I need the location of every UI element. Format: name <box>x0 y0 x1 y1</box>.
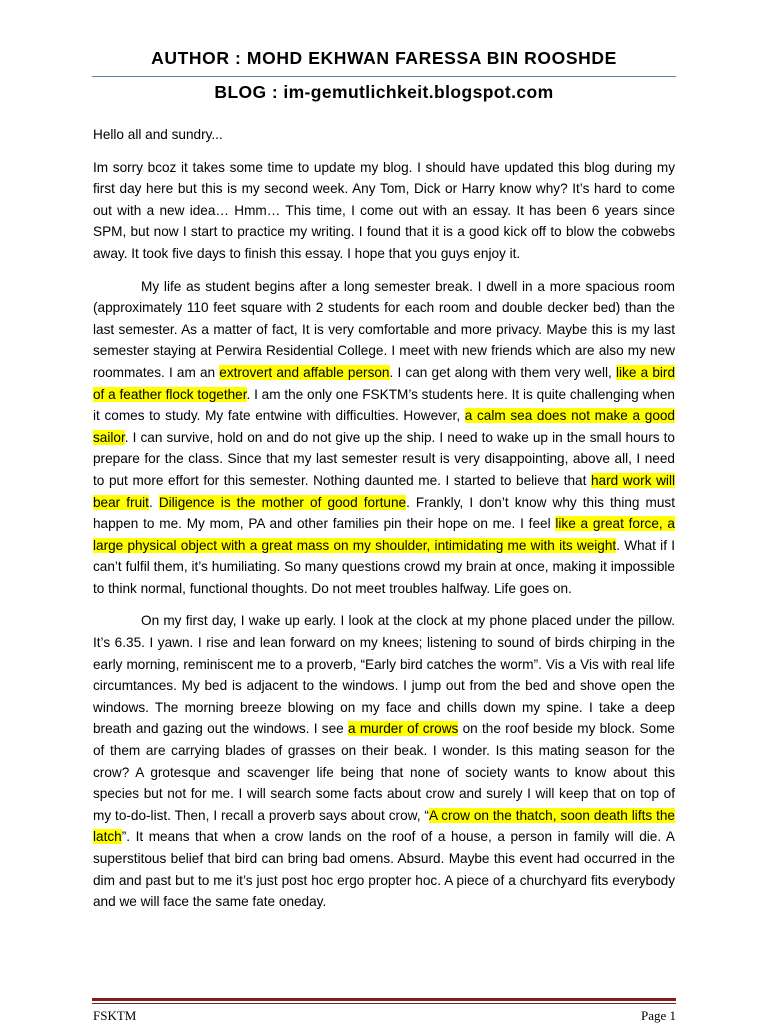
footer-divider-thin <box>92 1003 676 1004</box>
text-span: . I can get along with them very well, <box>389 364 617 380</box>
highlighted-phrase: hard work will bear fruit <box>93 472 675 510</box>
footer-page-number: Page 1 <box>640 1008 676 1023</box>
highlighted-phrase: like a bird of a feather flock together <box>93 364 675 402</box>
highlighted-phrase: A crow on the thatch, soon death lifts the latch <box>93 807 675 845</box>
text-span: . <box>148 494 159 510</box>
text-span: . I am the only one FSKTM’s students here. It is quite challenging when it comes to study. My fate entwine with difficulties. However, <box>93 386 675 424</box>
text-span: on the roof beside my block. Some of them are carrying blades of grasses on their beak. I wonder. Is this mating season for the crow? A grotesque and scavenger life being that none of society wants to know about this species but not for me. I will search some facts about crow and surely I will keep that on top of my to-do-list. Then, I recall a proverb says about crow, “ <box>93 721 675 823</box>
highlighted-phrase: a murder of crows <box>347 721 459 737</box>
highlighted-phrase: Diligence is the mother of good fortune <box>158 494 407 510</box>
document-body <box>93 124 675 924</box>
author-heading: AUTHOR : MOHD EKHWAN FARESSA BIN ROOSHDE <box>151 48 617 68</box>
essay-paragraph-2 <box>93 610 675 912</box>
footer-divider-thick <box>92 998 676 1001</box>
text-span: . What if I can’t fulfil them, it’s humiliating. So many questions crowd my brain at once, making it impossible to think normal, functional thoughts. Do not meet troubles halfway. Life goes on. <box>93 537 675 596</box>
greeting-paragraph: Hello all and sundry... <box>93 127 223 142</box>
text-span: . I can survive, hold on and do not give up the ship. I need to wake up in the small hours to prepare for the class. Since that my last semester result is very disappointing, above all, I need to put more effort for this semester. Nothing daunted me. I started to believe that <box>93 429 675 488</box>
essay-paragraph-1 <box>93 276 675 600</box>
text-span: ”. It means that when a crow lands on the roof of a house, a person in family will die. A superstitous belief that bird can bring bad omens. Absurd. Maybe this event had occurred in the dim and past but to me it’s just post hoc ergo propter hoc. A piece of a churchyard fits everybody and we will face the same fate oneday. <box>93 829 675 910</box>
text-span: My life as student begins after a long semester break. I dwell in a more spacious room (approximately 110 feet square with 2 students for each room and double decker bed) than the last semester. As a matter of fact, It is very comfortable and more privacy. Maybe this is my last semester staying at Perwira Residential College. I meet with new friends which are also my new roommates. I am an <box>93 278 675 380</box>
blog-heading: BLOG : im-gemutlichkeit.blogspot.com <box>214 82 554 102</box>
highlighted-phrase: like a great force, a large physical object with a great mass on my shoulder, intimidating me with its weight <box>93 516 675 553</box>
intro-paragraph: Im sorry bcoz it takes some time to update my blog. I should have updated this blog during my first day here but this is my second week. Any Tom, Dick or Harry know why? It’s hard to come out with a new idea… Hmm… This time, I come out with an essay. It has been 6 years since SPM, but now I start to practice my writing. I found that it is a good kick off to blow the cobwebs away. It took five days to finish this essay. I hope that you guys enjoy it. <box>93 159 675 261</box>
text-span: On my first day, I wake up early. I look at the clock at my phone placed under the pillow. It’s 6.35. I yawn. I rise and lean forward on my knees; listening to sound of birds chirping in the early morning, reminiscent me to a proverb, “Early bird catches the worm”. Vis a Vis with real life circumtances. My bed is adjacent to the windows. I jump out from the bed and shove open the windows. The morning breeze blowing on my face and chills down my spine. I take a deep breath and gazing out the windows. I see <box>93 613 675 737</box>
header-divider <box>92 76 676 77</box>
highlighted-phrase: extrovert and affable person <box>219 364 390 380</box>
highlighted-phrase: a calm sea does not make a good sailor <box>93 408 675 445</box>
footer-faculty: FSKTM <box>93 1008 137 1023</box>
text-span: . Frankly, I don’t know why this thing must happen to me. My mom, PA and other families pin their hope on me. I feel <box>93 494 676 532</box>
